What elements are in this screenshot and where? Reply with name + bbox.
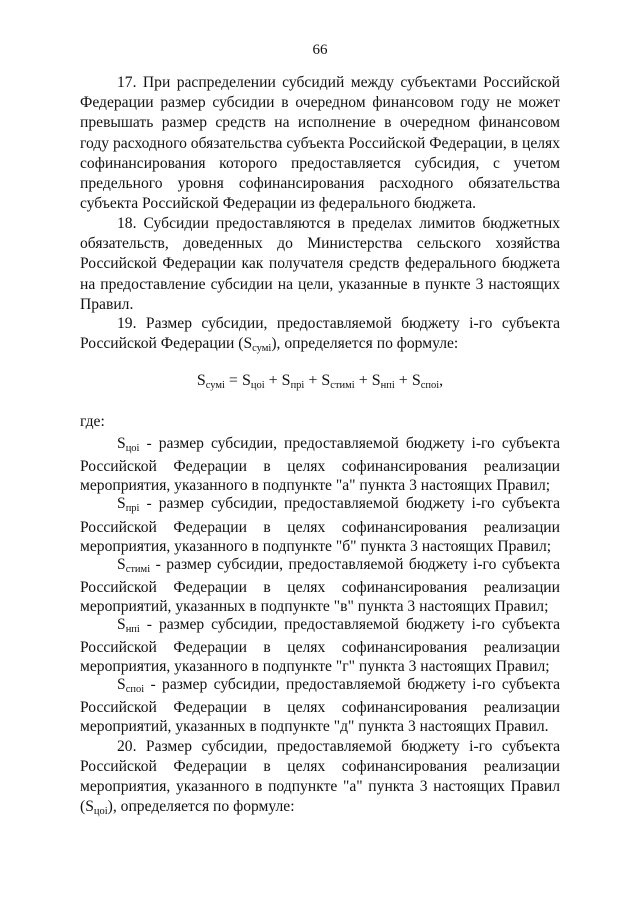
p19-line-2: Российской Федерации $(S_{сумi})$, определяется по формуле: — [80, 335, 459, 354]
paragraph-17: 17. При распределении субсидий между субъектами Российской Федерации размер субсидии в очередном финансовом году не может превышать размер средств на исполнение в очередном финансовом году расходного обязательства субъекта Российской Федерации, в целях софинансирования которого предоставляется субсидия, с учетом предельного уровня софинансирования расходного обязательства субъекта Российской Федерации из федерального бюджета. — [80, 74, 560, 213]
paragraph-18: 18. Субсидии предоставляются в пределах лимитов бюджетных обязательств, доведенных до Министерства сельского хозяйства Российской Федерации как получателя средств федерального бюджета на предоставление субсидии на цели, указанные в пункте 3 настоящих Правил. — [80, 215, 560, 313]
where-label: где: — [80, 413, 105, 430]
formula-total-subsidy: $S_{сумi} = S_{цоi} + S_{прi} + S_{стимi} + S_{нпi} + S_{спoi}$, — [196, 372, 444, 391]
p19-line-1: 19. Размер субсидии, предоставляемой бюджету i-го субъекта — [117, 315, 560, 332]
page-number: 66 — [312, 42, 328, 58]
document-page: 66 17. При распределении субсидий между субъектами Российской Федерации размер субсидии в очередном финансовом году не может превышать размер средств на исполнение в очередном финансовом году расходного обязательства субъекта Российской Федерации, в целях софинансирования которого предоставляется субсидия, с учетом предельного уровня софинансирования расходного обязательства субъекта Российской Федерации из федерального бюджета. 18. Субсидии предоставляются в пределах лимитов бюджетных обязательств, доведенных до Министерства сельского хозяйства Российской Федерации как получателя средств федерального бюджета на предоставление субсидии на цели, указанные в пункте 3 настоящих Правил. 19. Размер субсидии, предоставляемой бюджету i-го субъекта Российской Федерации $(S_{сумi})$, определяется по формуле: $S_{сумi} = S_{цоi} + S_{прi} + S_{стимi} + S_{нпi} + S_{спoi}$, где: $S_{цоi}$ - размер субсидии, предоставляемой бюджету i-го субъекта Российской Федерации в целях софинансирования реализации мероприятия, указанного в подпункте "а" пункта 3 настоящих Правил; $S_{прi}$ - размер субсидии, предоставляемой бюджету i-го субъекта Российской Федерации в целях софинансирования реализации мероприятия, указанного в подпункте "б" пункта 3 настоящих Правил; $S_{стимi}$ - размер субсидии, предоставляемой бюджету i-го субъекта Российской Федерации в целях софинансирования реализации мероприятий, указанных в подпункте "в" пункта 3 настоящих Правил; $S_{нпi}$ - размер субсидии, предоставляемой бюджету i-го субъекта Российской Федерации в целях софинансирования реализации мероприятия, указанного в подпункте "г" пункта 3 настоящих Правил; $S_{спoi}$ - размер субсидии, предоставляемой бюджету i-го субъекта Российской Федерации в целях софинансирования реализации мероприятий, указанных в подпункте "д" пункта 3 настоящих Правил. 20. Размер субсидии, предоставляемой бюджету i-го субъекта Российской Федерации в целях софинансирования реализации мероприятия, указанного в подпункте "а" пункта 3 настоящих Правил $(S_{цоi})$, определяется по формуле: — [0, 0, 640, 905]
